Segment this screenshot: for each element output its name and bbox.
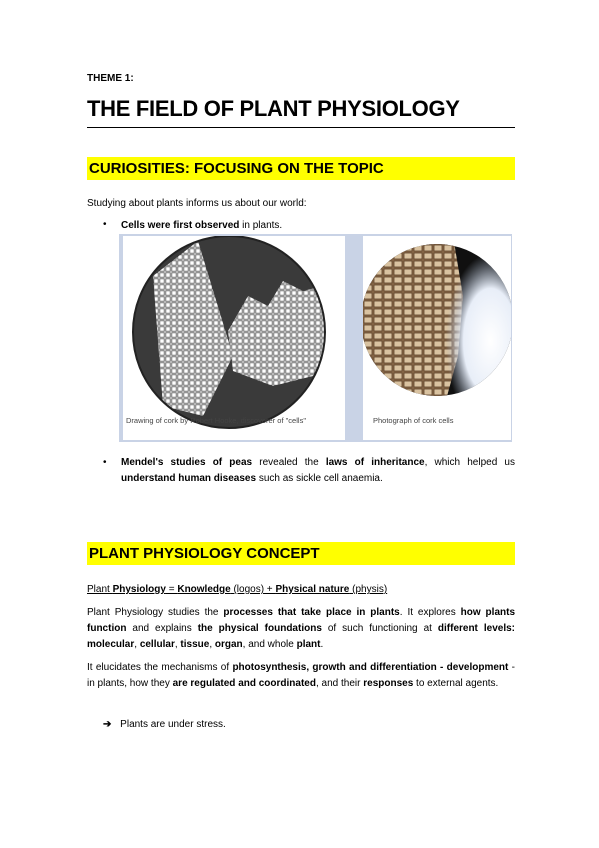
page-title: THE FIELD OF PLANT PHYSIOLOGY xyxy=(87,96,515,128)
text: (physis) xyxy=(349,584,388,595)
bold-text: cellular xyxy=(139,639,175,650)
bold-text: Cells were first observed xyxy=(121,220,240,231)
hooke-cork-drawing-image xyxy=(123,236,345,440)
bold-text: organ xyxy=(214,639,243,650)
text: , which helped us xyxy=(424,457,515,468)
bold-text: tissue xyxy=(180,639,210,650)
bold-text: different levels: molecular xyxy=(87,623,515,650)
caption-right: Photograph of cork cells xyxy=(373,416,454,425)
text: Plant xyxy=(87,584,113,595)
bullet-cells xyxy=(121,218,515,234)
bold-text: photosynthesis, growth and differentiation - development xyxy=(232,662,509,673)
section-heading-text: PLANT PHYSIOLOGY CONCEPT xyxy=(89,545,320,562)
bold-text: plant xyxy=(296,639,321,650)
text: = xyxy=(165,584,178,595)
bullet-dot: • xyxy=(103,457,107,468)
cork-cells-figure xyxy=(119,234,512,442)
text: of such functioning at xyxy=(321,623,438,634)
text: Plant Physiology studies the xyxy=(87,607,224,618)
theme-label: THEME 1: xyxy=(87,73,134,84)
bold-text: processes that take place in plants xyxy=(223,607,400,618)
text: such as sickle cell anaemia. xyxy=(256,473,383,484)
bold-text: understand human diseases xyxy=(121,473,257,484)
caption-left: Drawing of cork by Robert Hooke, discoverer of "cells" xyxy=(126,416,306,425)
text: . It explores xyxy=(399,607,461,618)
section-heading-curiosities xyxy=(87,157,515,180)
definition-line xyxy=(87,582,515,597)
bold-text: are regulated and coordinated xyxy=(172,678,316,689)
text: to external agents. xyxy=(413,678,499,689)
text: , xyxy=(134,639,140,650)
paragraph-mechanisms xyxy=(87,660,515,692)
bullet-mendel xyxy=(121,455,515,487)
arrow-item-text: Plants are under stress. xyxy=(120,719,226,730)
bold-text: Physiology xyxy=(112,584,166,595)
intro-paragraph: Studying about plants informs us about our world: xyxy=(87,198,307,209)
text: . xyxy=(320,639,324,650)
section-heading-text: CURIOSITIES: FOCUSING ON THE TOPIC xyxy=(89,160,384,177)
bold-text: laws of inheritance xyxy=(325,457,425,468)
text: , and their xyxy=(315,678,364,689)
arrow-item xyxy=(103,719,226,730)
cork-cells-photograph-image xyxy=(363,236,511,411)
bold-text: Mendel's studies of peas xyxy=(121,457,253,468)
bold-text: Knowledge xyxy=(177,584,231,595)
paragraph-processes xyxy=(87,605,515,653)
bold-text: responses xyxy=(363,678,414,689)
text: revealed the xyxy=(252,457,326,468)
hooke-drawing-panel xyxy=(123,236,345,440)
right-arrow-icon: ➔ xyxy=(103,719,112,730)
bold-text: how plants function xyxy=(87,607,516,634)
text: , xyxy=(174,639,181,650)
cork-photo-panel xyxy=(363,236,511,440)
text: It elucidates the mechanisms of xyxy=(87,662,233,673)
bold-text: Physical nature xyxy=(275,584,350,595)
text: - in plants, how they xyxy=(87,662,515,689)
text: (logos) + xyxy=(230,584,276,595)
section-heading-concept xyxy=(87,542,515,565)
definition-text xyxy=(87,584,387,595)
text: , and whole xyxy=(242,639,297,650)
text: and explains xyxy=(126,623,198,634)
bold-text: the physical foundations xyxy=(197,623,322,634)
text: in plants. xyxy=(239,220,283,231)
text: , xyxy=(209,639,215,650)
bullet-dot: • xyxy=(103,219,107,230)
